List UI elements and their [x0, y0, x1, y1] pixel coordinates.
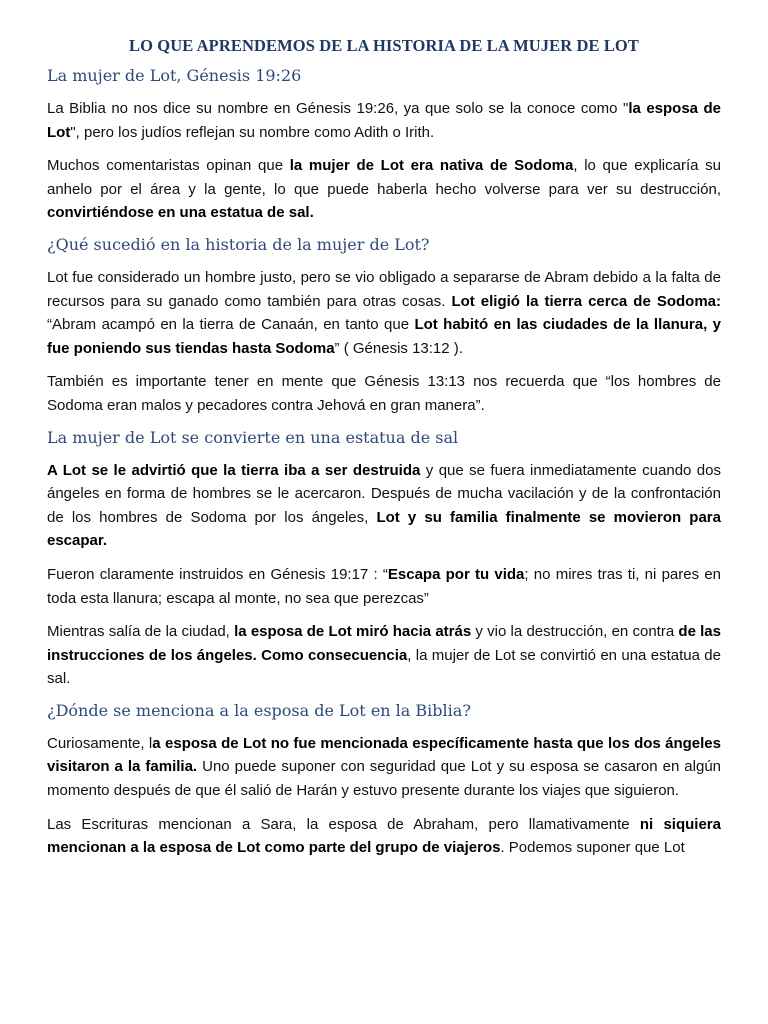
- text-run: ” ( Génesis 13:12 ).: [334, 339, 463, 357]
- text-run: Uno puede suponer con seguridad que Lot y su esposa se casaron en algún momento después de que él salió de Harán y estuvo presente durante los viajes que siguieron.: [47, 758, 722, 800]
- text-run: . Podemos suponer que Lot: [500, 839, 685, 857]
- bold-text-run: la esposa de Lot miró hacia atrás: [234, 623, 472, 641]
- text-run: Fueron claramente instruidos en Génesis 19:17 : “: [47, 565, 388, 583]
- section-heading: ¿Qué sucedió en la historia de la mujer de Lot?: [47, 234, 430, 254]
- text-run: Mientras salía de la ciudad,: [47, 623, 235, 641]
- text-run: ; no mires tras ti, ni pares en toda esta llanura; escapa al monte, no sea que perezcas”: [47, 565, 722, 607]
- text-run: y que se fuera inmediatamente cuando dos ángeles en forma de hombres se le acercaron. Después de mucha vacilación y de la confrontación de los hombres de Sodoma por los ángeles,: [47, 461, 721, 526]
- body-paragraph: [47, 459, 721, 553]
- text-run: Curiosamente, l: [47, 734, 153, 752]
- body-paragraph: [47, 813, 721, 860]
- text-run: Muchos comentaristas opinan que: [47, 157, 290, 175]
- bold-text-run: la mujer de Lot era nativa de Sodoma: [289, 157, 574, 175]
- bold-text-run: Lot eligió la tierra cerca de Sodoma:: [451, 292, 721, 310]
- document-title: LO QUE APRENDEMOS DE LA HISTORIA DE LA MUJER DE LOT: [129, 36, 639, 55]
- body-paragraph: [47, 154, 721, 225]
- section-heading: La mujer de Lot, Génesis 19:26: [47, 66, 302, 85]
- text-run: Lot fue considerado un hombre justo, pero se vio obligado a separarse de Abram debido a la falta de recursos para su ganado como también para otras cosas.: [47, 268, 721, 310]
- body-paragraph: [47, 563, 721, 610]
- text-run: ", pero los judíos reflejan su nombre como Adith o Irith.: [70, 123, 435, 141]
- text-run: La Biblia no nos dice su nombre en Génesis 19:26, ya que solo se la conoce como ": [47, 100, 629, 117]
- bold-text-run: ni siquiera mencionan a la esposa de Lot como parte del grupo de viajeros: [47, 815, 721, 857]
- bold-text-run: la esposa de Lot: [47, 100, 721, 141]
- bold-text-run: de las instrucciones de los ángeles. Como consecuencia: [47, 623, 721, 664]
- text-run: “Abram acampó en la tierra de Canaán, en tanto que: [47, 316, 415, 334]
- text-run: También es importante tener en mente que Génesis 13:13 nos recuerda que “los hombres de Sodoma eran malos y pecadores contra Jehová en gran manera”.: [47, 373, 721, 414]
- body-paragraph: [47, 620, 721, 691]
- bold-text-run: Lot habitó en las ciudades de la llanura, y fue poniendo sus tiendas hasta Sodoma: [47, 316, 722, 357]
- section-heading: ¿Dónde se menciona a la esposa de Lot en la Biblia?: [47, 700, 471, 720]
- document-content: [47, 66, 721, 860]
- bold-text-run: Lot y su familia finalmente se movieron para escapar.: [47, 508, 721, 550]
- bold-text-run: Escapa por tu vida: [387, 565, 525, 583]
- text-run: Las Escrituras mencionan a Sara, la esposa de Abraham, pero llamativamente: [47, 815, 640, 833]
- text-run: y vio la destrucción, en contra: [471, 623, 679, 641]
- bold-text-run: a esposa de Lot no fue mencionada específicamente hasta que los dos ángeles visitaron a la familia.: [47, 734, 721, 776]
- body-paragraph: [47, 370, 721, 417]
- section-heading: La mujer de Lot se convierte en una estatua de sal: [47, 427, 459, 447]
- bold-text-run: A Lot se le advirtió que la tierra iba a ser destruida: [47, 461, 421, 479]
- body-paragraph: [47, 732, 721, 803]
- text-run: , la mujer de Lot se convirtió en una estatua de sal.: [47, 646, 721, 688]
- body-paragraph: [47, 266, 721, 360]
- bold-text-run: convirtiéndose en una estatua de sal.: [47, 204, 314, 222]
- body-paragraph: [47, 97, 721, 144]
- text-run: , lo que explicaría su anhelo por el área y la gente, lo que puede haberla hecho volverse para ver su destrucción,: [47, 157, 722, 198]
